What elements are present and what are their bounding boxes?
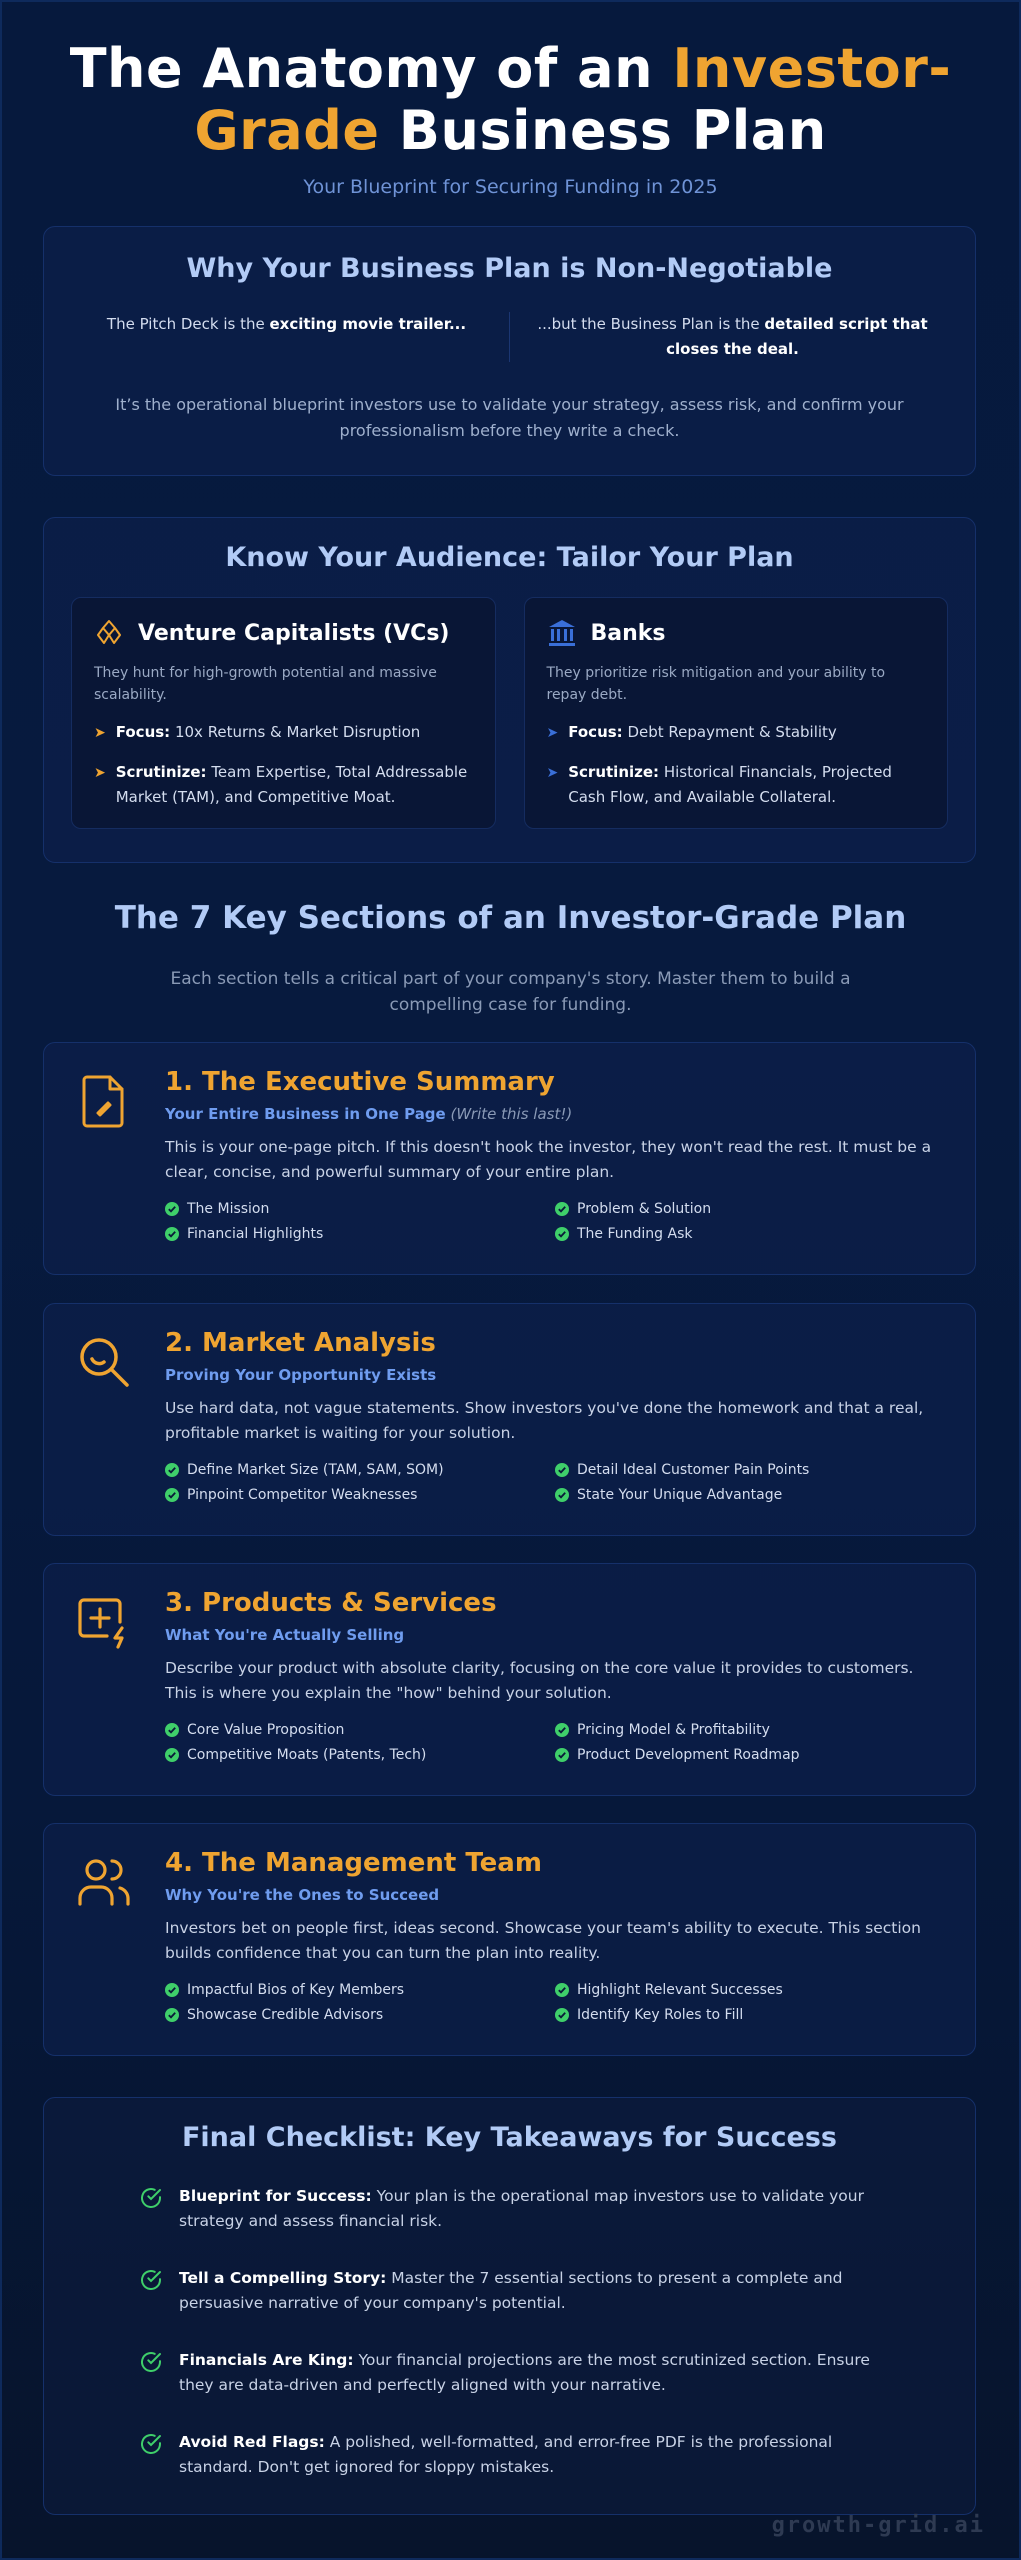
why-card <box>43 226 976 476</box>
check-circle-icon <box>165 1723 179 1737</box>
page-subtitle: Your Blueprint for Securing Funding in 2025 <box>303 176 718 198</box>
audience-title: Know Your Audience: Tailor Your Plan <box>225 542 794 573</box>
check-item: Pinpoint Competitor Weaknesses <box>165 1487 555 1503</box>
check-item: Pricing Model & Profitability <box>555 1722 945 1738</box>
hero-header <box>0 0 1021 198</box>
check-item: Detail Ideal Customer Pain Points <box>555 1462 945 1478</box>
check-item: The Mission <box>165 1201 555 1217</box>
page-title <box>0 38 1021 162</box>
check-circle-icon <box>165 2008 179 2022</box>
section-body: This is your one-page pitch. If this doesn't hook the investor, they won't read the rest. It must be a clear, concise, and powerful summary of your entire plan. <box>165 1138 932 1181</box>
document-icon <box>74 1071 134 1131</box>
section-title: 3. Products & Services <box>165 1588 497 1618</box>
why-body: It’s the operational blueprint investors use to validate your strategy, assess risk, and confirm your professionalism before they write a check. <box>115 395 904 440</box>
check-item: Product Development Roadmap <box>555 1747 945 1763</box>
section-title: 1. The Executive Summary <box>165 1067 555 1097</box>
check-circle-icon <box>165 1983 179 1997</box>
check-circle-icon <box>165 1202 179 1216</box>
takeaway-item: Financials Are King: Your financial projections are the most scrutinized section. Ensure they are data-driven and perfectly aligned with your narrative. <box>139 2348 899 2398</box>
check-circle-icon <box>555 1202 569 1216</box>
check-item: Identify Key Roles to Fill <box>555 2007 945 2023</box>
section-market-analysis <box>43 1303 976 1536</box>
audience-card <box>43 517 976 863</box>
check-circle-icon <box>555 1488 569 1502</box>
section-management-team <box>43 1823 976 2056</box>
section-title: 4. The Management Team <box>165 1848 542 1878</box>
check-circle-icon <box>165 1463 179 1477</box>
check-item: Financial Highlights <box>165 1226 555 1242</box>
vc-name: Venture Capitalists (VCs) <box>138 620 450 646</box>
divider <box>509 312 510 362</box>
check-circle-icon <box>165 1227 179 1241</box>
check-item: Competitive Moats (Patents, Tech) <box>165 1747 555 1763</box>
takeaway-item: Blueprint for Success: Your plan is the operational map investors use to validate your strategy and assess financial risk. <box>139 2184 899 2234</box>
check-circle-outline-icon <box>139 2432 163 2456</box>
check-item: Define Market Size (TAM, SAM, SOM) <box>165 1462 555 1478</box>
check-circle-outline-icon <box>139 2186 163 2210</box>
takeaway-item: Avoid Red Flags: A polished, well-formatted, and error-free PDF is the professional standard. Don't get ignored for sloppy mistakes. <box>139 2430 899 2480</box>
title-part: Business Plan <box>379 99 827 162</box>
section-products-services <box>43 1563 976 1796</box>
section-subtitle: Your Entire Business in One Page (Write this last!) <box>165 1105 573 1123</box>
pitch-deck-statement: The Pitch Deck is the exciting movie trailer... <box>106 315 467 333</box>
section-subtitle: Why You're the Ones to Succeed <box>165 1886 440 1904</box>
section-subtitle: Proving Your Opportunity Exists <box>165 1366 437 1384</box>
check-circle-icon <box>555 1723 569 1737</box>
banks-desc: They prioritize risk mitigation and your ability to repay debt. <box>546 665 886 703</box>
section-title: 2. Market Analysis <box>165 1328 436 1358</box>
vc-scrutinize: ➤ Scrutinize: Team Expertise, Total Addressable Market (TAM), and Competitive Moat. <box>94 760 473 810</box>
takeaway-item: Tell a Compelling Story: Master the 7 essential sections to present a complete and persuasive narrative of your company's potential. <box>139 2266 899 2316</box>
check-circle-outline-icon <box>139 2268 163 2292</box>
team-icon <box>74 1852 134 1912</box>
bank-icon <box>547 618 577 648</box>
check-item: Core Value Proposition <box>165 1722 555 1738</box>
title-accent: Grade <box>194 99 380 162</box>
arrow-icon: ➤ <box>546 725 559 741</box>
title-accent: Investor- <box>672 37 952 100</box>
check-item: Showcase Credible Advisors <box>165 2007 555 2023</box>
sections-subtitle: Each section tells a critical part of your company's story. Master them to build a compelling case for funding. <box>170 969 851 1015</box>
check-circle-icon <box>165 1488 179 1502</box>
business-plan-statement: ...but the Business Plan is the detailed script that closes the deal. <box>537 315 928 358</box>
banks-card <box>524 597 949 829</box>
title-part: The Anatomy of an <box>69 37 673 100</box>
check-circle-icon <box>555 1227 569 1241</box>
banks-name: Banks <box>590 620 666 646</box>
arrow-icon: ➤ <box>546 765 559 781</box>
check-circle-icon <box>165 1748 179 1762</box>
arrow-icon: ➤ <box>94 765 106 781</box>
vc-card <box>71 597 496 829</box>
check-item: Highlight Relevant Successes <box>555 1982 945 1998</box>
check-circle-icon <box>555 2008 569 2022</box>
product-bolt-icon <box>74 1592 134 1652</box>
check-item: Problem & Solution <box>555 1201 945 1217</box>
section-body: Use hard data, not vague statements. Show investors you've done the homework and that a real, profitable market is waiting for your solution. <box>165 1399 924 1442</box>
handshake-icon <box>94 618 124 648</box>
vc-focus: ➤ Focus: 10x Returns & Market Disruption <box>94 720 473 746</box>
check-circle-icon <box>555 1983 569 1997</box>
trailer-vs-script <box>44 312 975 362</box>
check-item: State Your Unique Advantage <box>555 1487 945 1503</box>
check-circle-outline-icon <box>139 2350 163 2374</box>
sections-title: The 7 Key Sections of an Investor-Grade Plan <box>114 900 907 936</box>
why-title: Why Your Business Plan is Non-Negotiable <box>186 253 833 284</box>
section-subtitle: What You're Actually Selling <box>165 1626 405 1644</box>
section-body: Describe your product with absolute clarity, focusing on the core value it provides to customers. This is where you explain the "how" behind your solution. <box>165 1659 914 1702</box>
arrow-icon: ➤ <box>94 725 106 741</box>
check-item: Impactful Bios of Key Members <box>165 1982 555 1998</box>
banks-scrutinize: ➤ Scrutinize: Historical Financials, Projected Cash Flow, and Available Collateral. <box>547 760 926 810</box>
magnifier-icon <box>74 1332 134 1392</box>
check-circle-icon <box>555 1463 569 1477</box>
check-item: The Funding Ask <box>555 1226 945 1242</box>
banks-focus: ➤ Focus: Debt Repayment & Stability <box>547 720 926 746</box>
section-executive-summary <box>43 1042 976 1275</box>
final-title: Final Checklist: Key Takeaways for Success <box>181 2122 837 2153</box>
final-checklist-card <box>43 2097 976 2515</box>
section-body: Investors bet on people first, ideas second. Showcase your team's ability to execute. This section builds confidence that you can turn the plan into reality. <box>165 1919 921 1962</box>
check-circle-icon <box>555 1748 569 1762</box>
watermark: growth-grid.ai <box>771 2513 985 2538</box>
vc-desc: They hunt for high-growth potential and massive scalability. <box>94 665 437 703</box>
